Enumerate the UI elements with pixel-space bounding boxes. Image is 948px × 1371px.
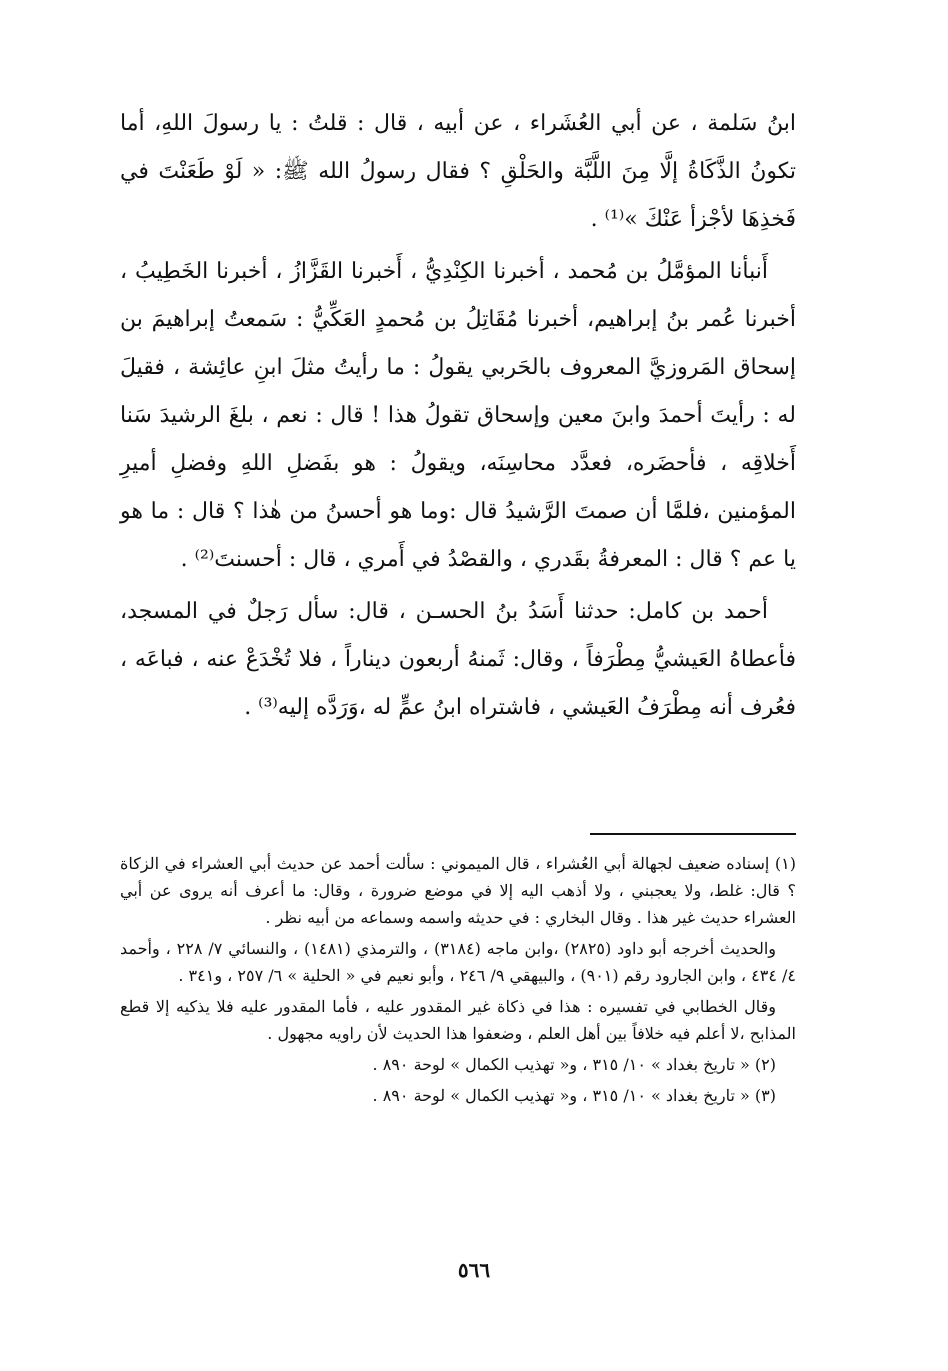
footnote-1-part-1: (١) إسناده ضعيف لجهالة أبي العُشراء ، قال الميموني : سألت أحمد عن حديث أبي العشراء في الزكاة ؟ قال: غلط، ولا يعجبني ، ولا أذهب اليه إلا في موضع ضرورة ، وقال: ما أعرف أنه يروى عن أبي العشراء حديث غير هذا . وقال البخاري : في حديثه واسمه وسماعه من أبيه نظر . <box>120 854 796 927</box>
paragraph-1: ابنُ سَلمة ، عن أبي العُشَراء ، عن أبيه ، قال : قلتُ : يا رسولَ اللهِ، أما تكونُ الذَّكَاةُ إلَّا مِنَ اللَّبَّة والحَلْقِ ؟ فقال رسولُ الله ﷺ: « لَوْ طَعَنْتَ في فَخذِهَا لأجْزأ عَنْكَ »⁽¹⁾ . <box>120 111 796 232</box>
footnote-2: (٢) « تاريخ بغداد » ١٠/ ٣١٥ ، و« تهذيب الكمال » لوحة ٨٩٠ . <box>372 1055 776 1074</box>
paragraph-2: أَنبأنا المؤمَّلُ بن مُحمد ، أخبرنا الكِنْدِيُّ ، أَخبرنا القَزَّازُ ، أخبرنا الخَطِيبُ ، أخبرنا عُمر بنُ إبراهيم، أخبرنا مُقَاتِلُ بن مُحمدٍ العَكِّيُّ : سَمعتُ إبراهيمَ بن إسحاق المَروزيَّ المعروف بالحَربي يقولُ : ما رأيتُ مثلَ ابنِ عائِشة ، فقيلَ له : رأيتَ أحمدَ وابنَ معين وإسحاق تقولُ هذا ! قال : نعم ، بلغَ الرشيدَ سَنا أَخلاقِه ، فأحضَره، فعدَّد محاسِنَه، ويقولُ : هو بفَضلِ اللهِ وفضلِ أميرِ المؤمنين ،فلمَّا أن صمتَ الرَّشيدُ قال :وما هو أحسنُ من هٰذا ؟ قال : ما هو يا عم ؟ قال : المعرفةُ بقَدري ، والقصْدُ في أَمري ، قال : أحسنتَ⁽²⁾ . <box>120 259 796 572</box>
page-number: ٥٦٦ <box>457 1258 491 1282</box>
footnote-1-part-2: والحديث أخرجه أبو داود (٢٨٢٥) ،وابن ماجه (٣١٨٤) ، والترمذي (١٤٨١) ، والنسائي ٧/ ٢٢٨ ، وأحمد ٤/ ٤٣٤ ، وابن الجارود رقم (٩٠١) ، والبيهقي ٩/ ٢٤٦ ، وأبو نعيم في « الحلية » ٦/ ٢٥٧ ، و٣٤١ . <box>120 939 796 985</box>
main-text <box>120 100 796 736</box>
paragraph-3: أحمد بن كامل: حدثنا أَسَدُ بنُ الحسـن ، قال: سأل رَجلٌ في المسجد، فأعطاهُ العَيشيُّ مِطْرَفاً ، وقال: ثَمنهُ أربعون ديناراً ، فلا تُخْدَعْ عنه ، فباعَه ، فعُرف أنه مِطْرَفُ العَيشي ، فاشتراه ابنُ عمٍّ له ،وَرَدَّه إليه⁽³⁾ . <box>120 599 796 720</box>
footnote-divider <box>590 833 796 835</box>
footnote-3: (٣) « تاريخ بغداد » ١٠/ ٣١٥ ، و« تهذيب الكمال » لوحة ٨٩٠ . <box>372 1086 776 1105</box>
footnotes <box>120 850 796 1113</box>
footnote-1-part-3: وقال الخطابي في تفسيره : هذا في ذكاة غير المقدور عليه ، فأما المقدور عليه فلا يذكيه إلا قطع المذابح ،لا أعلم فيه خلافاً بين أهل العلم ، وضعفوا هذا الحديث لأن راويه مجهول . <box>120 997 796 1043</box>
